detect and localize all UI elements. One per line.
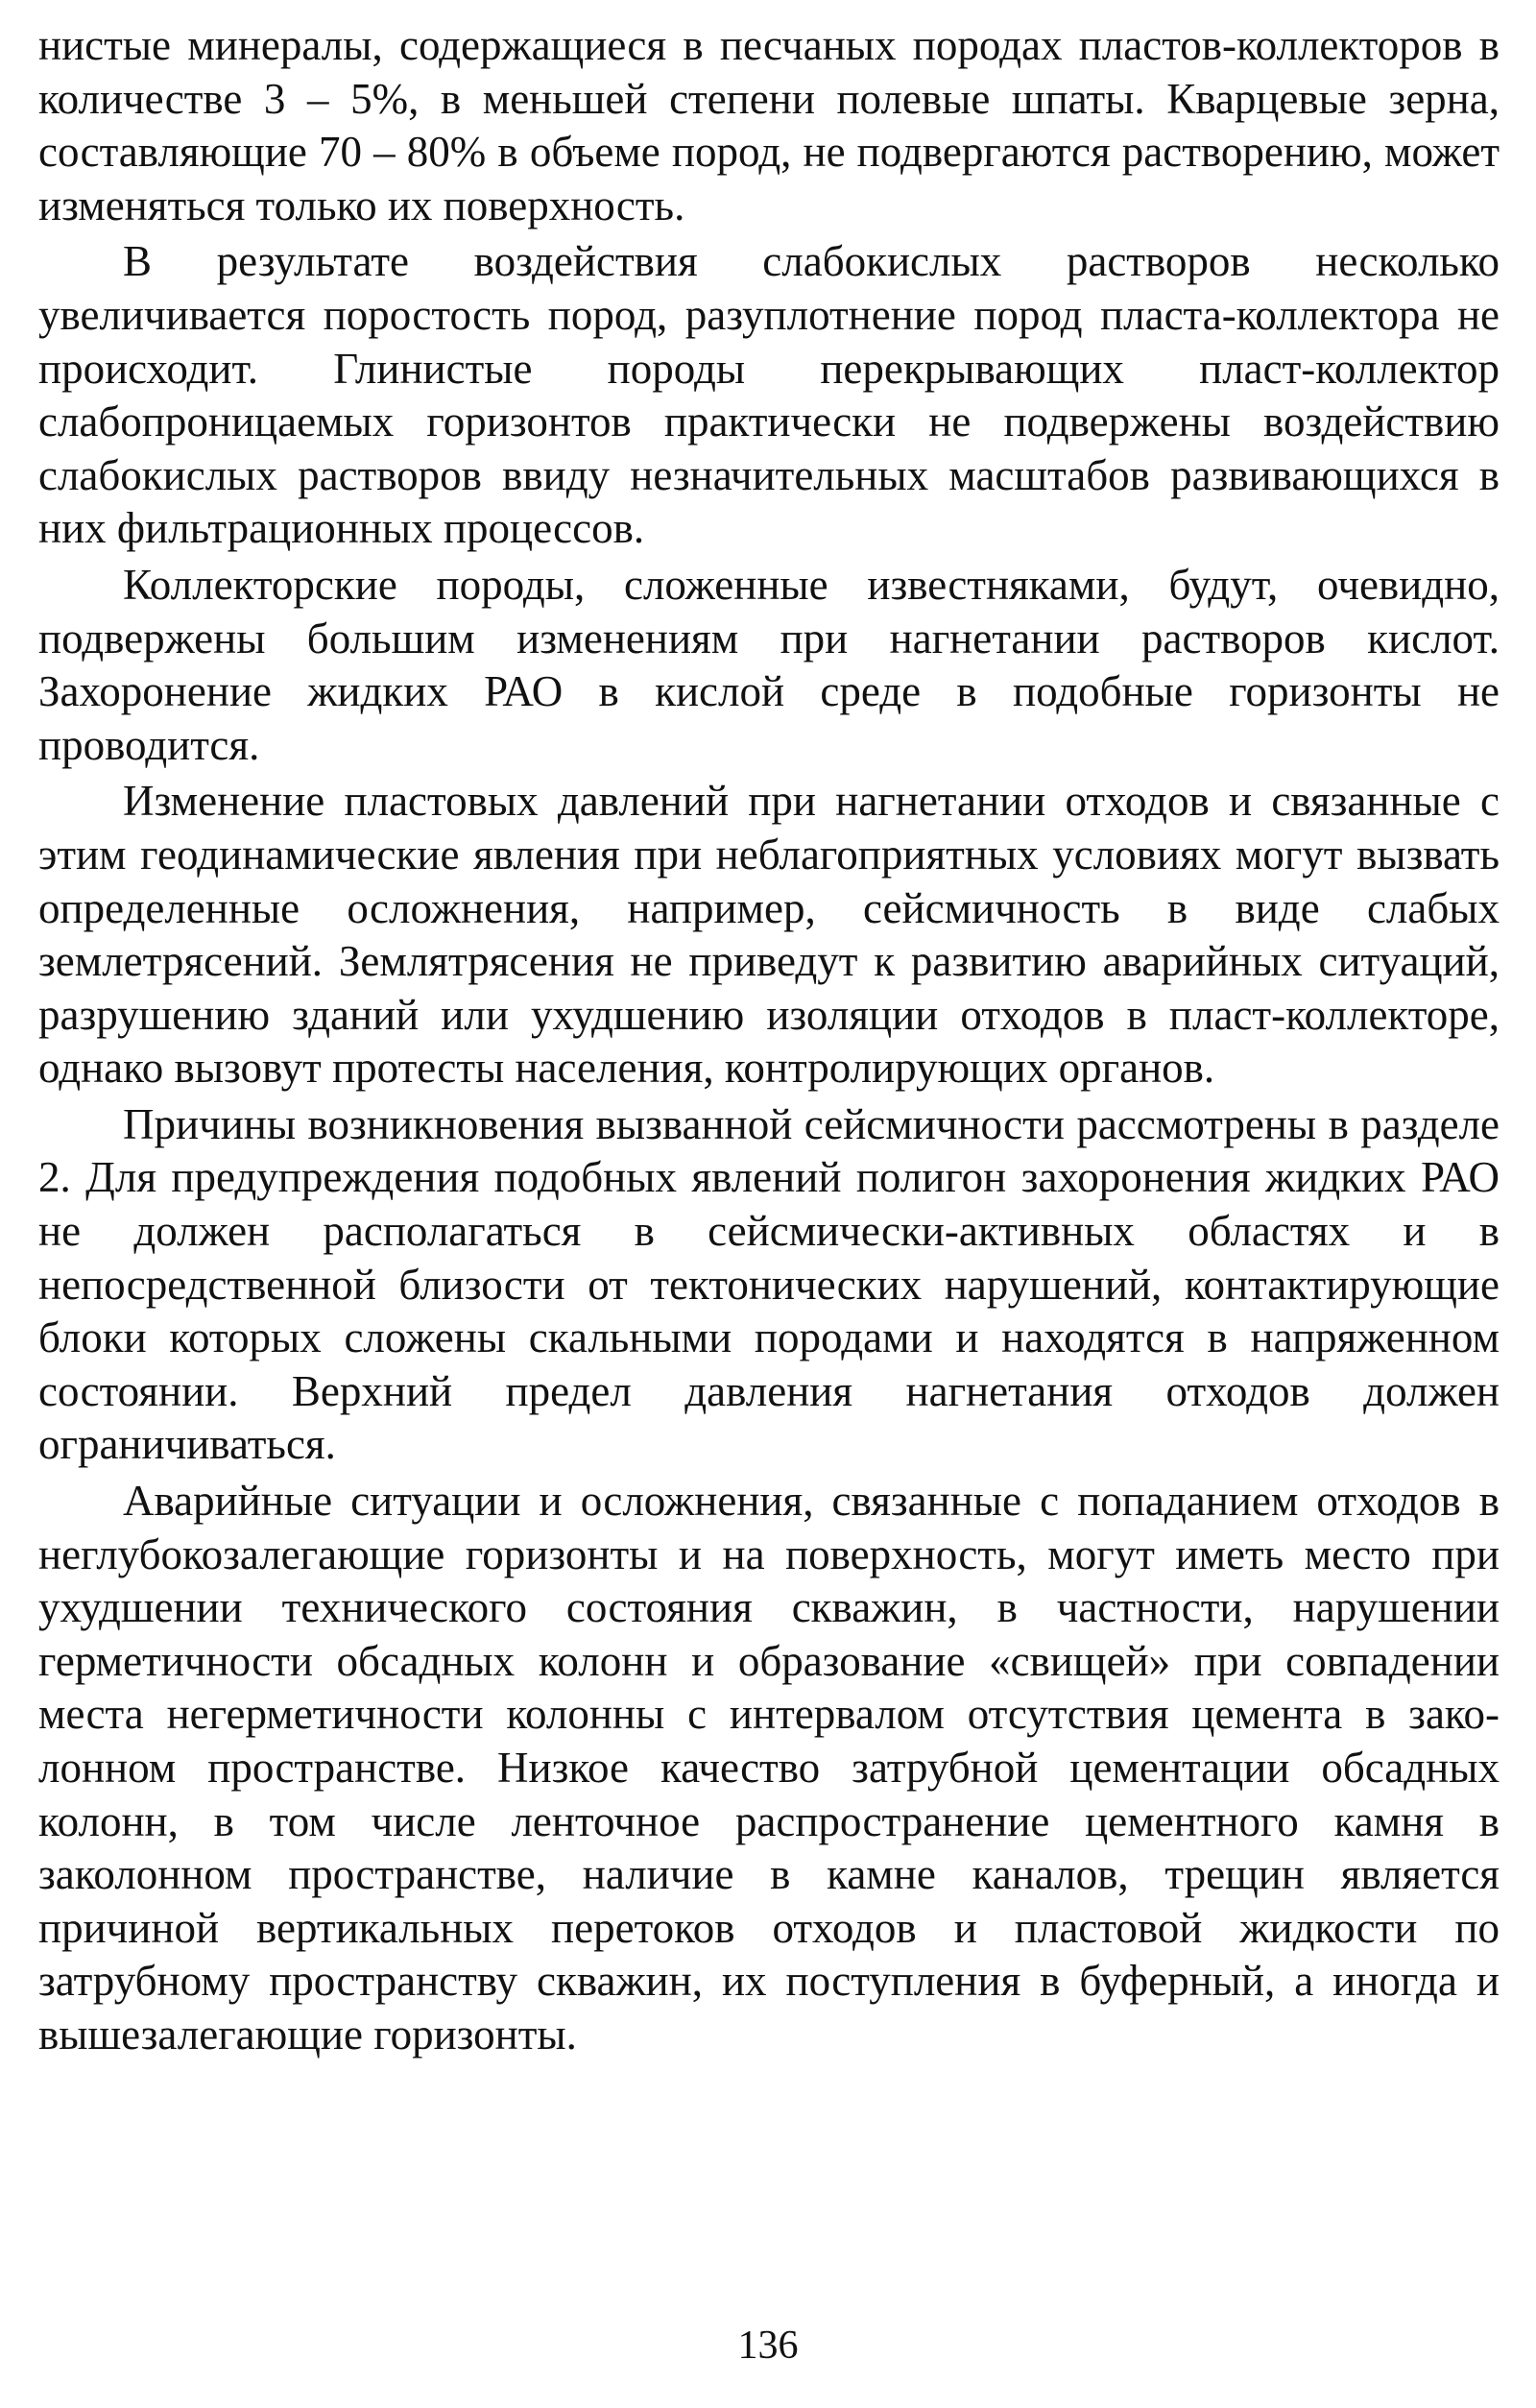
paragraph-1: нистые минералы, содержащиеся в песчаных породах пластов-коллекторов в количестве 3 – 5%, в меньшей степени полевые шпаты. Кварцевые зерна, составляющие 70 – 80% в объеме пород, не подвергаются растворению, может изменяться только их поверхность.	[38, 21, 1500, 229]
paragraph-2: В результате воздействия слабокислых растворов несколько увеличивается поростость пород, разуплотнение пород пласта-коллектора не происходит. Глинистые породы перекрывающих пласт-коллектор слабопроницаемых горизонтов практически не подвержены воздействию слабокислых растворов ввиду незначительных масштабов развивающихся в них фильтрационных процессов.	[38, 237, 1500, 553]
page-number: 136	[737, 2324, 799, 2368]
paragraph-4: Изменение пластовых давлений при нагнетании отходов и связанные с этим геодинамические явления при неблагоприятных условиях могут вызвать определенные осложнения, например, сейсмичность в виде слабых землетрясений. Землятрясения не приведут к развитию аварийных ситуаций, разрушению зданий или ухудшению изоляции отходов в пласт-коллекторе, однако вызовут протесты населения, контролирующих органов.	[38, 777, 1500, 1093]
paragraph-5: Причины возникновения вызванной сейсмичности рассмотрены в разделе 2. Для предупреждения подобных явлений полигон захоронения жидких РАО не должен располагаться в сейсмически-активных областях и в непосредственной близости от тектонических нарушений, контактирующие блоки которых сложены скальными породами и находятся в напряженном состоянии. Верхний предел давления нагнетания отходов должен ограничиваться.	[38, 1099, 1500, 1469]
body-text	[38, 19, 1500, 2065]
paragraph-6: Аварийные ситуации и осложнения, связанные с попаданием отходов в неглубокозалегающие горизонты и на поверхность, могут иметь место при ухудшении технического состояния скважин, в частности, нарушении герметичности обсадных колонн и образование «свищей» при совпадении места негерметичности колонны с интервалом отсутствия цемента в заколонном пространстве. Низкое качество затрубной цементации обсадных колонн, в том числе ленточное распространение цементного камня в заколонном пространстве, наличие в камне каналов, трещин является причиной вертикальных перетоков отходов и пластовой жидкости по затрубному пространству скважин, их поступления в буферный, а иногда и вышезалегающие горизонты.	[38, 1477, 1500, 2059]
paragraph-3: Коллекторские породы, сложенные известняками, будут, очевидно, подвержены большим изменениям при нагнетании растворов кислот. Захоронение жидких РАО в кислой среде в подобные горизонты не проводится.	[38, 560, 1500, 769]
